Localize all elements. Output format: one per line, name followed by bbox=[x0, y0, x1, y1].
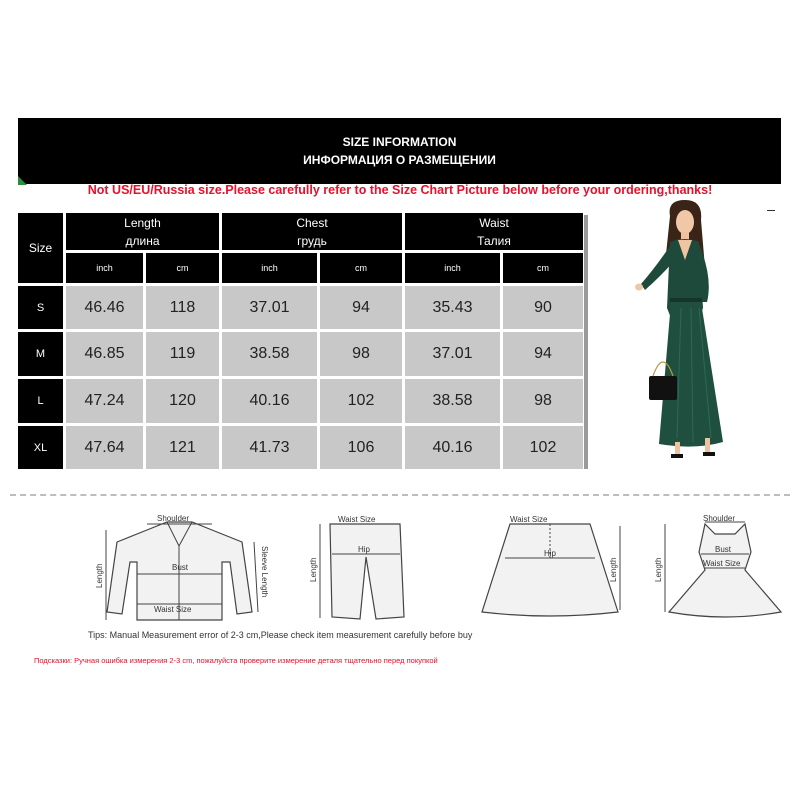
diagram-label: Bust bbox=[715, 545, 732, 554]
diagram-label: Length bbox=[309, 557, 318, 582]
group-waist-en: Waist bbox=[479, 215, 509, 230]
dress-measurement-diagram bbox=[655, 512, 795, 630]
table-cell: 90 bbox=[503, 286, 583, 329]
size-column-header: Size bbox=[18, 213, 63, 283]
diagram-label: Shoulder bbox=[703, 514, 736, 523]
diagram-label: Waist Size bbox=[703, 559, 741, 568]
diagram-label: Hip bbox=[358, 545, 371, 554]
diagram-label: Length bbox=[95, 563, 104, 588]
table-cell: 38.58 bbox=[405, 379, 500, 423]
skirt-measurement-diagram bbox=[470, 512, 630, 630]
row-size-label: S bbox=[18, 286, 63, 329]
group-header-length bbox=[66, 213, 219, 250]
tips-text-ru: Подсказки: Ручная ошибка измерения 2-3 cm, пожалуйста проверите измерение деталя тщательно перед покупкой bbox=[34, 656, 438, 665]
diagram-label: Length bbox=[654, 557, 663, 582]
group-length-en: Length bbox=[124, 215, 161, 230]
table-cell: 37.01 bbox=[405, 332, 500, 376]
header-title-ru: ИНФОРМАЦИЯ О РАЗМЕЩЕНИИ bbox=[303, 153, 496, 167]
diagram-label: Waist Size bbox=[338, 515, 376, 524]
table-cell: 94 bbox=[320, 286, 402, 329]
table-cell: 98 bbox=[320, 332, 402, 376]
unit-header: inch bbox=[66, 253, 143, 283]
diagram-label: Shoulder bbox=[157, 514, 190, 523]
table-cell: 37.01 bbox=[222, 286, 317, 329]
table-cell: 119 bbox=[146, 332, 219, 376]
table-shadow bbox=[584, 215, 588, 469]
table-cell: 102 bbox=[320, 379, 402, 423]
model-photo bbox=[615, 198, 765, 468]
unit-header: cm bbox=[503, 253, 583, 283]
row-size-label: L bbox=[18, 379, 63, 423]
diagram-label: Length bbox=[609, 557, 618, 582]
size-notice: Not US/EU/Russia size.Please carefully refer to the Size Chart Picture below before your ordering,thanks! bbox=[87, 183, 713, 197]
diagram-label: Sleeve Length bbox=[260, 546, 269, 598]
table-cell: 40.16 bbox=[405, 426, 500, 469]
row-size-label: M bbox=[18, 332, 63, 376]
table-cell: 94 bbox=[503, 332, 583, 376]
row-size-label: XL bbox=[18, 426, 63, 469]
table-cell: 40.16 bbox=[222, 379, 317, 423]
group-length-ru: длина bbox=[125, 233, 160, 248]
section-divider bbox=[10, 494, 790, 496]
diagram-label: Waist Size bbox=[510, 515, 548, 524]
table-cell: 98 bbox=[503, 379, 583, 423]
group-waist-ru: Талия bbox=[477, 233, 511, 248]
table-cell: 38.58 bbox=[222, 332, 317, 376]
table-cell: 41.73 bbox=[222, 426, 317, 469]
shirt-measurement-diagram bbox=[92, 512, 272, 630]
unit-header: cm bbox=[320, 253, 402, 283]
unit-header: cm bbox=[146, 253, 219, 283]
table-cell: 106 bbox=[320, 426, 402, 469]
size-info-header bbox=[18, 118, 781, 184]
header-title-en: SIZE INFORMATION bbox=[342, 135, 457, 149]
tips-text: Tips: Manual Measurement error of 2-3 cm,Please check item measurement carefully before buy bbox=[88, 630, 473, 640]
dash-mark bbox=[767, 210, 775, 211]
unit-header: inch bbox=[222, 253, 317, 283]
group-header-chest bbox=[222, 213, 402, 250]
group-chest-ru: грудь bbox=[297, 233, 327, 248]
diagram-label: Bust bbox=[172, 563, 189, 572]
diagram-label: Waist Size bbox=[154, 605, 192, 614]
unit-header: inch bbox=[405, 253, 500, 283]
diagram-label: Hip bbox=[544, 549, 557, 558]
table-cell: 121 bbox=[146, 426, 219, 469]
table-cell: 120 bbox=[146, 379, 219, 423]
table-cell: 47.64 bbox=[66, 426, 143, 469]
table-cell: 46.85 bbox=[66, 332, 143, 376]
table-cell: 47.24 bbox=[66, 379, 143, 423]
group-chest-en: Chest bbox=[296, 215, 328, 230]
pants-measurement-diagram bbox=[300, 512, 420, 630]
table-cell: 35.43 bbox=[405, 286, 500, 329]
group-header-waist bbox=[405, 213, 583, 250]
table-cell: 118 bbox=[146, 286, 219, 329]
table-cell: 102 bbox=[503, 426, 583, 469]
table-cell: 46.46 bbox=[66, 286, 143, 329]
